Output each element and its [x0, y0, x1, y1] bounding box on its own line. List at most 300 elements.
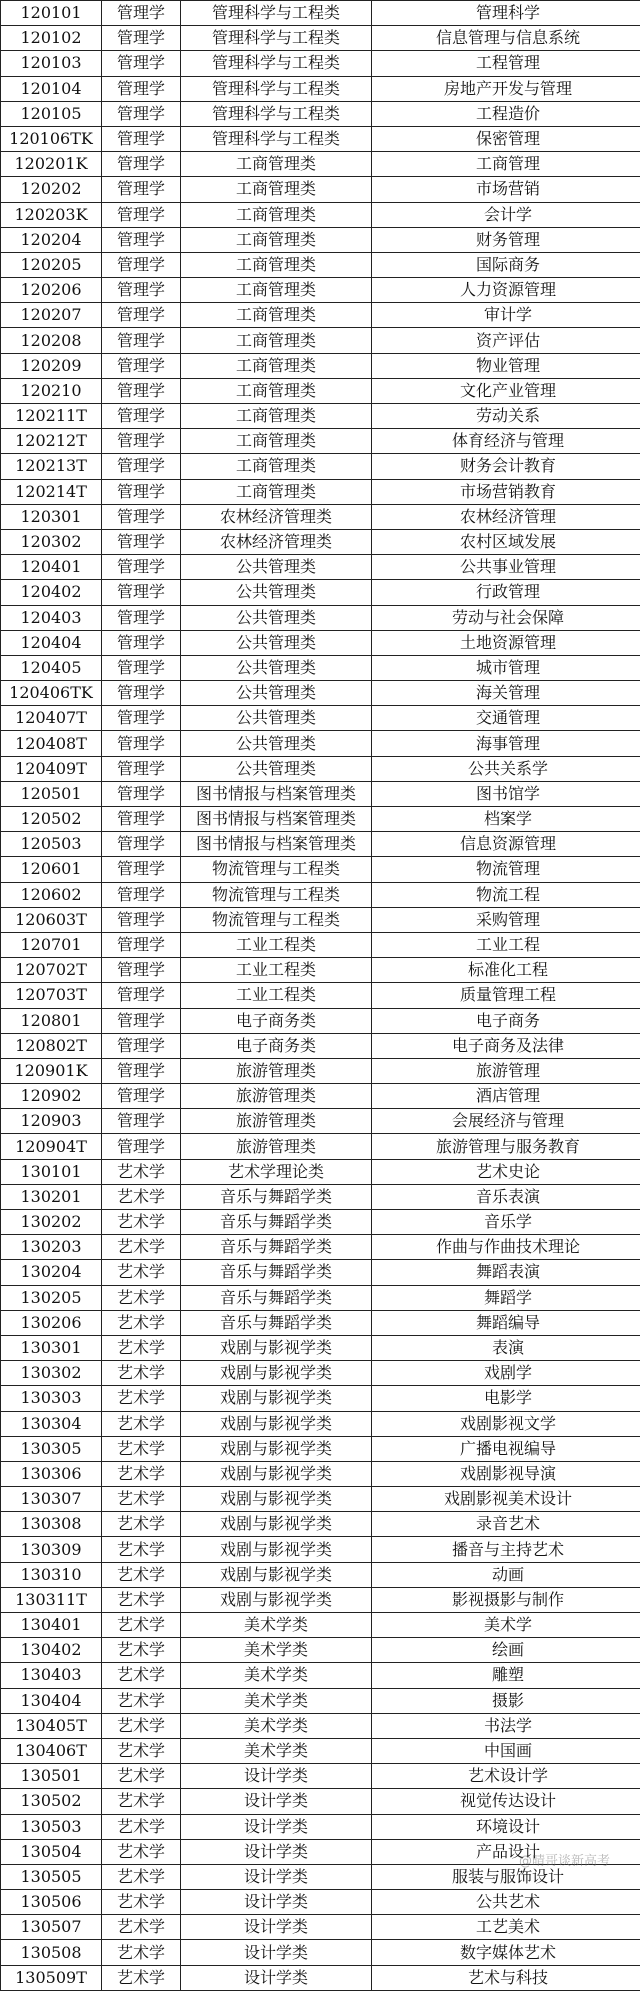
discipline-cell: 管理学: [102, 882, 181, 907]
major-name-cell: 市场营销: [372, 177, 640, 202]
class-cell: 公共管理类: [181, 555, 372, 580]
table-row: [1, 706, 640, 731]
class-cell: 工商管理类: [181, 177, 372, 202]
table-row: [1, 1789, 640, 1814]
class-cell: 管理科学与工程类: [181, 76, 372, 101]
class-cell: 工商管理类: [181, 252, 372, 277]
major-code-cell: 120703T: [1, 983, 102, 1008]
discipline-cell: 艺术学: [102, 1411, 181, 1436]
major-code-cell: 130504: [1, 1839, 102, 1864]
major-name-cell: 影视摄影与制作: [372, 1587, 640, 1612]
table-row: [1, 1386, 640, 1411]
class-cell: 工业工程类: [181, 983, 372, 1008]
table-row: [1, 1159, 640, 1184]
discipline-cell: 管理学: [102, 832, 181, 857]
major-name-cell: 房地产开发与管理: [372, 76, 640, 101]
table-row: [1, 1033, 640, 1058]
discipline-cell: 管理学: [102, 1, 181, 26]
major-code-cell: 130506: [1, 1890, 102, 1915]
class-cell: 设计学类: [181, 1839, 372, 1864]
major-name-cell: 档案学: [372, 807, 640, 832]
class-cell: 设计学类: [181, 1915, 372, 1940]
class-cell: 公共管理类: [181, 756, 372, 781]
major-code-cell: 120208: [1, 328, 102, 353]
discipline-cell: 艺术学: [102, 1663, 181, 1688]
discipline-cell: 管理学: [102, 76, 181, 101]
major-name-cell: 美术学: [372, 1613, 640, 1638]
major-name-cell: 戏剧影视美术设计: [372, 1487, 640, 1512]
major-code-cell: 130203: [1, 1235, 102, 1260]
major-code-cell: 120904T: [1, 1134, 102, 1159]
major-name-cell: 财务会计教育: [372, 454, 640, 479]
class-cell: 图书情报与档案管理类: [181, 781, 372, 806]
table-row: [1, 1461, 640, 1486]
discipline-cell: 艺术学: [102, 1965, 181, 1990]
class-cell: 管理科学与工程类: [181, 26, 372, 51]
discipline-cell: 管理学: [102, 807, 181, 832]
discipline-cell: 艺术学: [102, 1789, 181, 1814]
discipline-cell: 管理学: [102, 454, 181, 479]
discipline-cell: 管理学: [102, 202, 181, 227]
table-row: [1, 1940, 640, 1965]
discipline-cell: 管理学: [102, 429, 181, 454]
class-cell: 设计学类: [181, 1864, 372, 1889]
table-row: [1, 781, 640, 806]
discipline-cell: 艺术学: [102, 1285, 181, 1310]
major-code-cell: 120214T: [1, 479, 102, 504]
major-code-cell: 120501: [1, 781, 102, 806]
class-cell: 公共管理类: [181, 706, 372, 731]
major-name-cell: 海事管理: [372, 731, 640, 756]
discipline-cell: 管理学: [102, 605, 181, 630]
class-cell: 工商管理类: [181, 303, 372, 328]
table-row: [1, 1335, 640, 1360]
table-row: [1, 983, 640, 1008]
table-row: [1, 1965, 640, 1990]
table-row: [1, 177, 640, 202]
major-name-cell: 艺术史论: [372, 1159, 640, 1184]
table-row: [1, 101, 640, 126]
major-code-cell: 130403: [1, 1663, 102, 1688]
discipline-cell: 艺术学: [102, 1562, 181, 1587]
class-cell: 管理科学与工程类: [181, 51, 372, 76]
class-cell: 戏剧与影视学类: [181, 1361, 372, 1386]
major-code-cell: 120103: [1, 51, 102, 76]
major-code-cell: 130310: [1, 1562, 102, 1587]
major-code-cell: 120503: [1, 832, 102, 857]
major-name-cell: 艺术与科技: [372, 1965, 640, 1990]
major-code-cell: 130406T: [1, 1738, 102, 1763]
major-code-cell: 120701: [1, 932, 102, 957]
major-name-cell: 文化产业管理: [372, 378, 640, 403]
discipline-cell: 管理学: [102, 378, 181, 403]
table-row: [1, 681, 640, 706]
major-name-cell: 海关管理: [372, 681, 640, 706]
major-name-cell: 电影学: [372, 1386, 640, 1411]
class-cell: 物流管理与工程类: [181, 882, 372, 907]
major-name-cell: 录音艺术: [372, 1512, 640, 1537]
major-code-cell: 130205: [1, 1285, 102, 1310]
major-code-cell: 130307: [1, 1487, 102, 1512]
discipline-cell: 艺术学: [102, 1890, 181, 1915]
table-row: [1, 756, 640, 781]
table-row: [1, 252, 640, 277]
discipline-cell: 艺术学: [102, 1688, 181, 1713]
discipline-cell: 管理学: [102, 152, 181, 177]
major-code-cell: 130505: [1, 1864, 102, 1889]
major-name-cell: 城市管理: [372, 655, 640, 680]
class-cell: 工商管理类: [181, 328, 372, 353]
discipline-cell: 管理学: [102, 504, 181, 529]
major-code-cell: 120502: [1, 807, 102, 832]
table-row: [1, 227, 640, 252]
class-cell: 工商管理类: [181, 202, 372, 227]
major-code-cell: 120205: [1, 252, 102, 277]
major-code-cell: 130401: [1, 1613, 102, 1638]
discipline-cell: 管理学: [102, 278, 181, 303]
discipline-cell: 管理学: [102, 857, 181, 882]
major-name-cell: 公共事业管理: [372, 555, 640, 580]
major-code-cell: 120408T: [1, 731, 102, 756]
table-row: [1, 1084, 640, 1109]
discipline-cell: 管理学: [102, 404, 181, 429]
class-cell: 工商管理类: [181, 278, 372, 303]
discipline-cell: 艺术学: [102, 1260, 181, 1285]
major-name-cell: 服装与服饰设计: [372, 1864, 640, 1889]
major-name-cell: 会计学: [372, 202, 640, 227]
class-cell: 戏剧与影视学类: [181, 1461, 372, 1486]
table-row: [1, 1915, 640, 1940]
table-row: [1, 152, 640, 177]
discipline-cell: 艺术学: [102, 1512, 181, 1537]
class-cell: 管理科学与工程类: [181, 101, 372, 126]
class-cell: 音乐与舞蹈学类: [181, 1310, 372, 1335]
class-cell: 公共管理类: [181, 630, 372, 655]
major-name-cell: 采购管理: [372, 907, 640, 932]
table-row: [1, 630, 640, 655]
major-code-cell: 120901K: [1, 1058, 102, 1083]
major-name-cell: 播音与主持艺术: [372, 1537, 640, 1562]
table-row: [1, 1235, 640, 1260]
major-code-cell: 120407T: [1, 706, 102, 731]
major-code-cell: 130206: [1, 1310, 102, 1335]
discipline-cell: 管理学: [102, 529, 181, 554]
discipline-cell: 管理学: [102, 353, 181, 378]
major-name-cell: 摄影: [372, 1688, 640, 1713]
major-name-cell: 财务管理: [372, 227, 640, 252]
discipline-cell: 艺术学: [102, 1335, 181, 1360]
table-row: [1, 1285, 640, 1310]
major-name-cell: 工程造价: [372, 101, 640, 126]
table-row: [1, 832, 640, 857]
major-name-cell: 中国画: [372, 1738, 640, 1763]
class-cell: 公共管理类: [181, 655, 372, 680]
class-cell: 管理科学与工程类: [181, 1, 372, 26]
major-name-cell: 质量管理工程: [372, 983, 640, 1008]
discipline-cell: 艺术学: [102, 1940, 181, 1965]
major-code-cell: 120601: [1, 857, 102, 882]
table-row: [1, 655, 640, 680]
major-name-cell: 环境设计: [372, 1814, 640, 1839]
table-row: [1, 1, 640, 26]
table-row: [1, 1109, 640, 1134]
discipline-cell: 艺术学: [102, 1537, 181, 1562]
major-code-cell: 120104: [1, 76, 102, 101]
discipline-cell: 艺术学: [102, 1587, 181, 1612]
major-name-cell: 土地资源管理: [372, 630, 640, 655]
discipline-cell: 管理学: [102, 1033, 181, 1058]
table-row: [1, 555, 640, 580]
table-row: [1, 504, 640, 529]
discipline-cell: 管理学: [102, 51, 181, 76]
table-row: [1, 1537, 640, 1562]
table-row: [1, 454, 640, 479]
major-name-cell: 工艺美术: [372, 1915, 640, 1940]
table-row: [1, 1512, 640, 1537]
class-cell: 公共管理类: [181, 580, 372, 605]
class-cell: 旅游管理类: [181, 1058, 372, 1083]
major-code-cell: 120211T: [1, 404, 102, 429]
class-cell: 旅游管理类: [181, 1084, 372, 1109]
major-name-cell: 作曲与作曲技术理论: [372, 1235, 640, 1260]
major-code-cell: 130503: [1, 1814, 102, 1839]
major-name-cell: 产品设计: [372, 1839, 640, 1864]
class-cell: 戏剧与影视学类: [181, 1487, 372, 1512]
major-code-cell: 120602: [1, 882, 102, 907]
discipline-cell: 艺术学: [102, 1361, 181, 1386]
major-name-cell: 旅游管理: [372, 1058, 640, 1083]
major-code-cell: 120603T: [1, 907, 102, 932]
major-name-cell: 行政管理: [372, 580, 640, 605]
major-name-cell: 艺术设计学: [372, 1764, 640, 1789]
class-cell: 电子商务类: [181, 1033, 372, 1058]
major-code-cell: 130502: [1, 1789, 102, 1814]
major-code-cell: 120105: [1, 101, 102, 126]
major-name-cell: 会展经济与管理: [372, 1109, 640, 1134]
discipline-cell: 艺术学: [102, 1159, 181, 1184]
major-name-cell: 公共艺术: [372, 1890, 640, 1915]
discipline-cell: 艺术学: [102, 1738, 181, 1763]
class-cell: 工商管理类: [181, 454, 372, 479]
class-cell: 设计学类: [181, 1764, 372, 1789]
table-row: [1, 857, 640, 882]
class-cell: 公共管理类: [181, 731, 372, 756]
major-name-cell: 视觉传达设计: [372, 1789, 640, 1814]
major-code-cell: 130204: [1, 1260, 102, 1285]
major-code-cell: 130201: [1, 1184, 102, 1209]
major-name-cell: 公共关系学: [372, 756, 640, 781]
discipline-cell: 艺术学: [102, 1915, 181, 1940]
table-row: [1, 1210, 640, 1235]
major-name-cell: 舞蹈学: [372, 1285, 640, 1310]
discipline-cell: 艺术学: [102, 1764, 181, 1789]
class-cell: 工商管理类: [181, 152, 372, 177]
discipline-cell: 艺术学: [102, 1461, 181, 1486]
table-row: [1, 1411, 640, 1436]
major-name-cell: 信息管理与信息系统: [372, 26, 640, 51]
discipline-cell: 艺术学: [102, 1864, 181, 1889]
class-cell: 美术学类: [181, 1738, 372, 1763]
major-code-cell: 120902: [1, 1084, 102, 1109]
table-row: [1, 126, 640, 151]
class-cell: 电子商务类: [181, 1008, 372, 1033]
major-code-cell: 120702T: [1, 958, 102, 983]
discipline-cell: 管理学: [102, 252, 181, 277]
major-name-cell: 劳动关系: [372, 404, 640, 429]
discipline-cell: 管理学: [102, 177, 181, 202]
major-code-cell: 120204: [1, 227, 102, 252]
class-cell: 音乐与舞蹈学类: [181, 1210, 372, 1235]
discipline-cell: 管理学: [102, 983, 181, 1008]
major-name-cell: 审计学: [372, 303, 640, 328]
class-cell: 戏剧与影视学类: [181, 1562, 372, 1587]
table-row: [1, 1260, 640, 1285]
major-code-cell: 120213T: [1, 454, 102, 479]
table-row: [1, 26, 640, 51]
major-name-cell: 戏剧影视导演: [372, 1461, 640, 1486]
major-name-cell: 人力资源管理: [372, 278, 640, 303]
discipline-cell: 艺术学: [102, 1487, 181, 1512]
table-row: [1, 353, 640, 378]
major-name-cell: 劳动与社会保障: [372, 605, 640, 630]
major-name-cell: 电子商务: [372, 1008, 640, 1033]
major-code-cell: 120101: [1, 1, 102, 26]
class-cell: 戏剧与影视学类: [181, 1537, 372, 1562]
discipline-cell: 艺术学: [102, 1386, 181, 1411]
table-row: [1, 1310, 640, 1335]
class-cell: 图书情报与档案管理类: [181, 832, 372, 857]
class-cell: 设计学类: [181, 1789, 372, 1814]
class-cell: 美术学类: [181, 1663, 372, 1688]
major-name-cell: 电子商务及法律: [372, 1033, 640, 1058]
major-name-cell: 市场营销教育: [372, 479, 640, 504]
major-code-cell: 130308: [1, 1512, 102, 1537]
major-code-cell: 120402: [1, 580, 102, 605]
class-cell: 公共管理类: [181, 605, 372, 630]
discipline-cell: 管理学: [102, 907, 181, 932]
table-row: [1, 479, 640, 504]
class-cell: 音乐与舞蹈学类: [181, 1260, 372, 1285]
major-name-cell: 动画: [372, 1562, 640, 1587]
major-name-cell: 农村区域发展: [372, 529, 640, 554]
class-cell: 工商管理类: [181, 227, 372, 252]
class-cell: 工业工程类: [181, 932, 372, 957]
table-row: [1, 605, 640, 630]
major-code-cell: 130304: [1, 1411, 102, 1436]
major-code-cell: 120405: [1, 655, 102, 680]
major-name-cell: 物流工程: [372, 882, 640, 907]
class-cell: 戏剧与影视学类: [181, 1436, 372, 1461]
major-code-cell: 130405T: [1, 1713, 102, 1738]
discipline-cell: 艺术学: [102, 1713, 181, 1738]
major-name-cell: 雕塑: [372, 1663, 640, 1688]
table-row: [1, 1638, 640, 1663]
major-name-cell: 广播电视编导: [372, 1436, 640, 1461]
major-code-cell: 130311T: [1, 1587, 102, 1612]
major-code-cell: 130202: [1, 1210, 102, 1235]
major-code-cell: 120409T: [1, 756, 102, 781]
class-cell: 戏剧与影视学类: [181, 1411, 372, 1436]
discipline-cell: 管理学: [102, 303, 181, 328]
table-row: [1, 429, 640, 454]
table-row: [1, 1361, 640, 1386]
major-name-cell: 资产评估: [372, 328, 640, 353]
table-row: [1, 580, 640, 605]
major-code-cell: 130305: [1, 1436, 102, 1461]
discipline-cell: 管理学: [102, 126, 181, 151]
table-row: [1, 807, 640, 832]
table-row: [1, 1663, 640, 1688]
class-cell: 旅游管理类: [181, 1109, 372, 1134]
major-code-cell: 130501: [1, 1764, 102, 1789]
major-code-cell: 120106TK: [1, 126, 102, 151]
major-code-cell: 120903: [1, 1109, 102, 1134]
major-code-cell: 130306: [1, 1461, 102, 1486]
discipline-cell: 艺术学: [102, 1613, 181, 1638]
discipline-cell: 管理学: [102, 580, 181, 605]
class-cell: 工商管理类: [181, 429, 372, 454]
discipline-cell: 管理学: [102, 1109, 181, 1134]
table-row: [1, 907, 640, 932]
class-cell: 美术学类: [181, 1688, 372, 1713]
class-cell: 工商管理类: [181, 404, 372, 429]
table-row: [1, 1613, 640, 1638]
class-cell: 农林经济管理类: [181, 529, 372, 554]
major-name-cell: 音乐学: [372, 1210, 640, 1235]
discipline-cell: 管理学: [102, 101, 181, 126]
discipline-cell: 艺术学: [102, 1436, 181, 1461]
class-cell: 设计学类: [181, 1814, 372, 1839]
discipline-cell: 艺术学: [102, 1310, 181, 1335]
discipline-cell: 管理学: [102, 328, 181, 353]
table-row: [1, 278, 640, 303]
class-cell: 设计学类: [181, 1940, 372, 1965]
discipline-cell: 艺术学: [102, 1839, 181, 1864]
class-cell: 美术学类: [181, 1613, 372, 1638]
major-name-cell: 书法学: [372, 1713, 640, 1738]
class-cell: 物流管理与工程类: [181, 907, 372, 932]
class-cell: 戏剧与影视学类: [181, 1512, 372, 1537]
table-row: [1, 1713, 640, 1738]
table-row: [1, 1487, 640, 1512]
major-name-cell: 舞蹈编导: [372, 1310, 640, 1335]
table-row: [1, 529, 640, 554]
major-name-cell: 物流管理: [372, 857, 640, 882]
table-row: [1, 404, 640, 429]
major-code-cell: 120403: [1, 605, 102, 630]
major-code-cell: 130303: [1, 1386, 102, 1411]
table-row: [1, 731, 640, 756]
major-code-cell: 120203K: [1, 202, 102, 227]
discipline-cell: 艺术学: [102, 1814, 181, 1839]
discipline-cell: 管理学: [102, 555, 181, 580]
discipline-cell: 管理学: [102, 958, 181, 983]
major-code-cell: 130509T: [1, 1965, 102, 1990]
table-row: [1, 1562, 640, 1587]
major-name-cell: 绘画: [372, 1638, 640, 1663]
major-name-cell: 旅游管理与服务教育: [372, 1134, 640, 1159]
discipline-cell: 艺术学: [102, 1184, 181, 1209]
major-code-cell: 120801: [1, 1008, 102, 1033]
table-row: [1, 1184, 640, 1209]
major-code-cell: 120202: [1, 177, 102, 202]
major-name-cell: 信息资源管理: [372, 832, 640, 857]
major-name-cell: 交通管理: [372, 706, 640, 731]
major-name-cell: 酒店管理: [372, 1084, 640, 1109]
class-cell: 戏剧与影视学类: [181, 1335, 372, 1360]
major-code-cell: 130404: [1, 1688, 102, 1713]
discipline-cell: 管理学: [102, 1008, 181, 1033]
